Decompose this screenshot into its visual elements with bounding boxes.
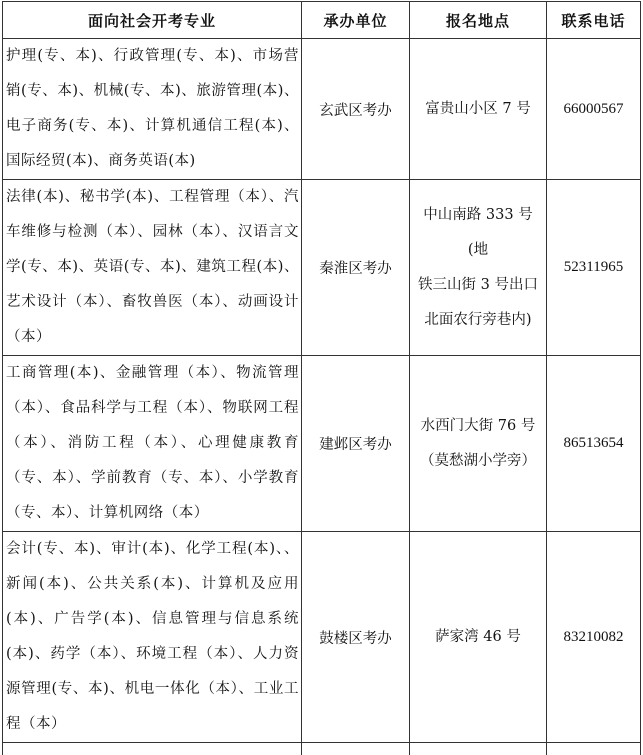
empty-cell — [3, 743, 302, 755]
unit-cell: 鼓楼区考办 — [302, 532, 410, 743]
header-unit: 承办单位 — [302, 2, 410, 39]
table-header-row — [3, 2, 641, 39]
majors-cell: 工商管理(本)、金融管理（本）、物流管理（本）、食品科学与工程（本）、物联网工程（本）、消防工程（本）、心理健康教育（专、本）、学前教育（专、本）、小学教育（专、本）、计算机网络（本） — [3, 356, 302, 532]
empty-cell — [410, 743, 547, 755]
address-cell — [410, 532, 547, 743]
phone-cell: 52311965 — [547, 180, 641, 356]
exam-registration-table — [2, 1, 641, 755]
address-line: 富贵山小区 7 号 — [414, 92, 542, 127]
table-row-partial — [3, 743, 641, 755]
address-line: （莫愁湖小学旁） — [414, 444, 542, 479]
majors-cell: 护理(专、本)、行政管理(专、本)、市场营销(专、本)、机械(专、本)、旅游管理(本)、电子商务(专、本)、计算机通信工程(本)、国际经贸(本)、商务英语(本) — [3, 39, 302, 180]
address-cell — [410, 180, 547, 356]
unit-cell: 玄武区考办 — [302, 39, 410, 180]
table-row — [3, 532, 641, 743]
address-line: 萨家湾 46 号 — [414, 620, 542, 655]
header-majors: 面向社会开考专业 — [3, 2, 302, 39]
address-line: 中山南路 333 号(地 — [414, 198, 542, 268]
phone-cell: 66000567 — [547, 39, 641, 180]
header-address: 报名地点 — [410, 2, 547, 39]
phone-cell: 86513654 — [547, 356, 641, 532]
empty-cell — [302, 743, 410, 755]
unit-cell: 建邺区考办 — [302, 356, 410, 532]
majors-cell: 法律(本)、秘书学(本)、工程管理（本）、汽车维修与检测（本）、园林（本）、汉语言文学(专、本)、英语(专、本)、建筑工程(本)、艺术设计（本）、畜牧兽医（本）、动画设计（本） — [3, 180, 302, 356]
address-line: 水西门大街 76 号 — [414, 409, 542, 444]
phone-cell: 83210082 — [547, 532, 641, 743]
table-row — [3, 39, 641, 180]
address-cell — [410, 39, 547, 180]
empty-cell — [547, 743, 641, 755]
unit-cell: 秦淮区考办 — [302, 180, 410, 356]
address-cell — [410, 356, 547, 532]
table-row — [3, 356, 641, 532]
address-line: 北面农行旁巷内) — [414, 303, 542, 338]
address-line: 铁三山街 3 号出口 — [414, 268, 542, 303]
table-row — [3, 180, 641, 356]
majors-cell: 会计(专、本)、审计(本)、化学工程(本)、、新闻(本)、公共关系(本)、计算机及应用(本)、广告学(本)、信息管理与信息系统(本)、药学（本）、环境工程（本）、人力资源管理(专、本)、机电一体化（本）、工业工程（本） — [3, 532, 302, 743]
header-phone: 联系电话 — [547, 2, 641, 39]
